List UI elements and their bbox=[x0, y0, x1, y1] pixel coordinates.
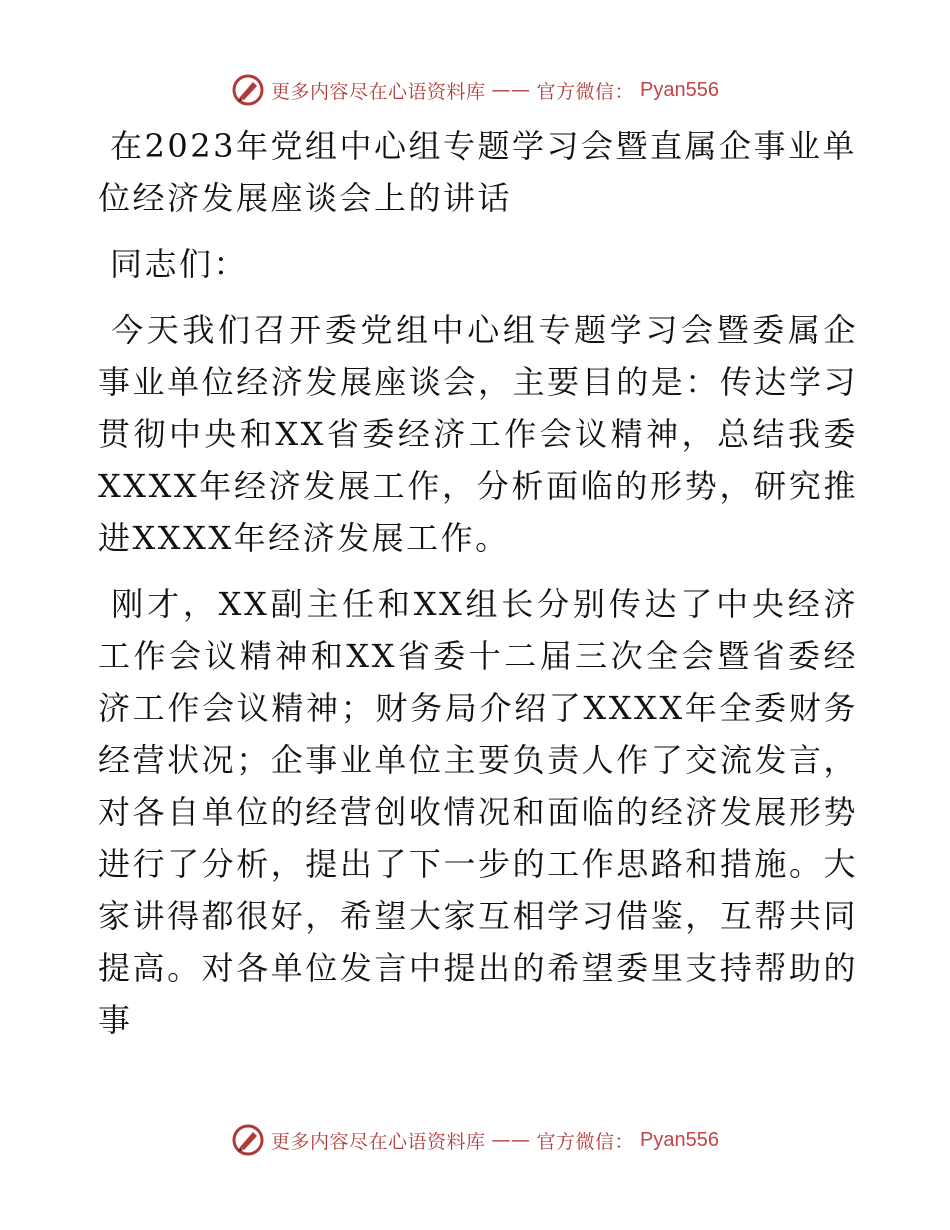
pen-logo-icon bbox=[231, 1123, 265, 1157]
salutation-text: 同志们： bbox=[110, 245, 249, 283]
header-watermark bbox=[0, 70, 950, 110]
pen-logo-icon bbox=[231, 73, 265, 107]
paragraph-1-text: 今天我们召开委党组中心组专题学习会暨委属企事业单位经济发展座谈会，主要目的是：传达学习贯彻中央和XX省委经济工作会议精神，总结我委XXXX年经济发展工作，分析面临的形势，研究推进XXXX年经济发展工作。 bbox=[98, 311, 858, 557]
document-title bbox=[98, 120, 858, 224]
watermark-label: 官方微信： bbox=[536, 80, 635, 103]
document-title-text: 在2023年党组中心组专题学习会暨直属企事业单位经济发展座谈会上的讲话 bbox=[98, 127, 857, 217]
watermark-label: 官方微信： bbox=[536, 1130, 635, 1153]
watermark-text: 更多内容尽在心语资料库 bbox=[271, 80, 486, 103]
paragraph-1 bbox=[98, 304, 858, 564]
watermark-handle: Pyan556 bbox=[640, 1128, 719, 1151]
watermark-handle: Pyan556 bbox=[640, 78, 719, 101]
footer-watermark bbox=[0, 1120, 950, 1160]
document-body bbox=[98, 120, 858, 1060]
watermark-separator: —— bbox=[491, 79, 531, 101]
paragraph-2-text: 刚才，XX副主任和XX组长分别传达了中央经济工作会议精神和XX省委十二届三次全会暨省委经济工作会议精神；财务局介绍了XXXX年全委财务经营状况；企事业单位主要负责人作了交流发言，对各自单位的经营创收情况和面临的经济发展形势进行了分析，提出了下一步的工作思路和措施。大家讲得都很好，希望大家互相学习借鉴，互帮共同提高。对各单位发言中提出的希望委里支持帮助的事 bbox=[98, 585, 858, 1039]
watermark-separator: —— bbox=[491, 1129, 531, 1151]
salutation bbox=[98, 238, 858, 290]
paragraph-2 bbox=[98, 578, 858, 1046]
watermark-text: 更多内容尽在心语资料库 bbox=[271, 1130, 486, 1153]
